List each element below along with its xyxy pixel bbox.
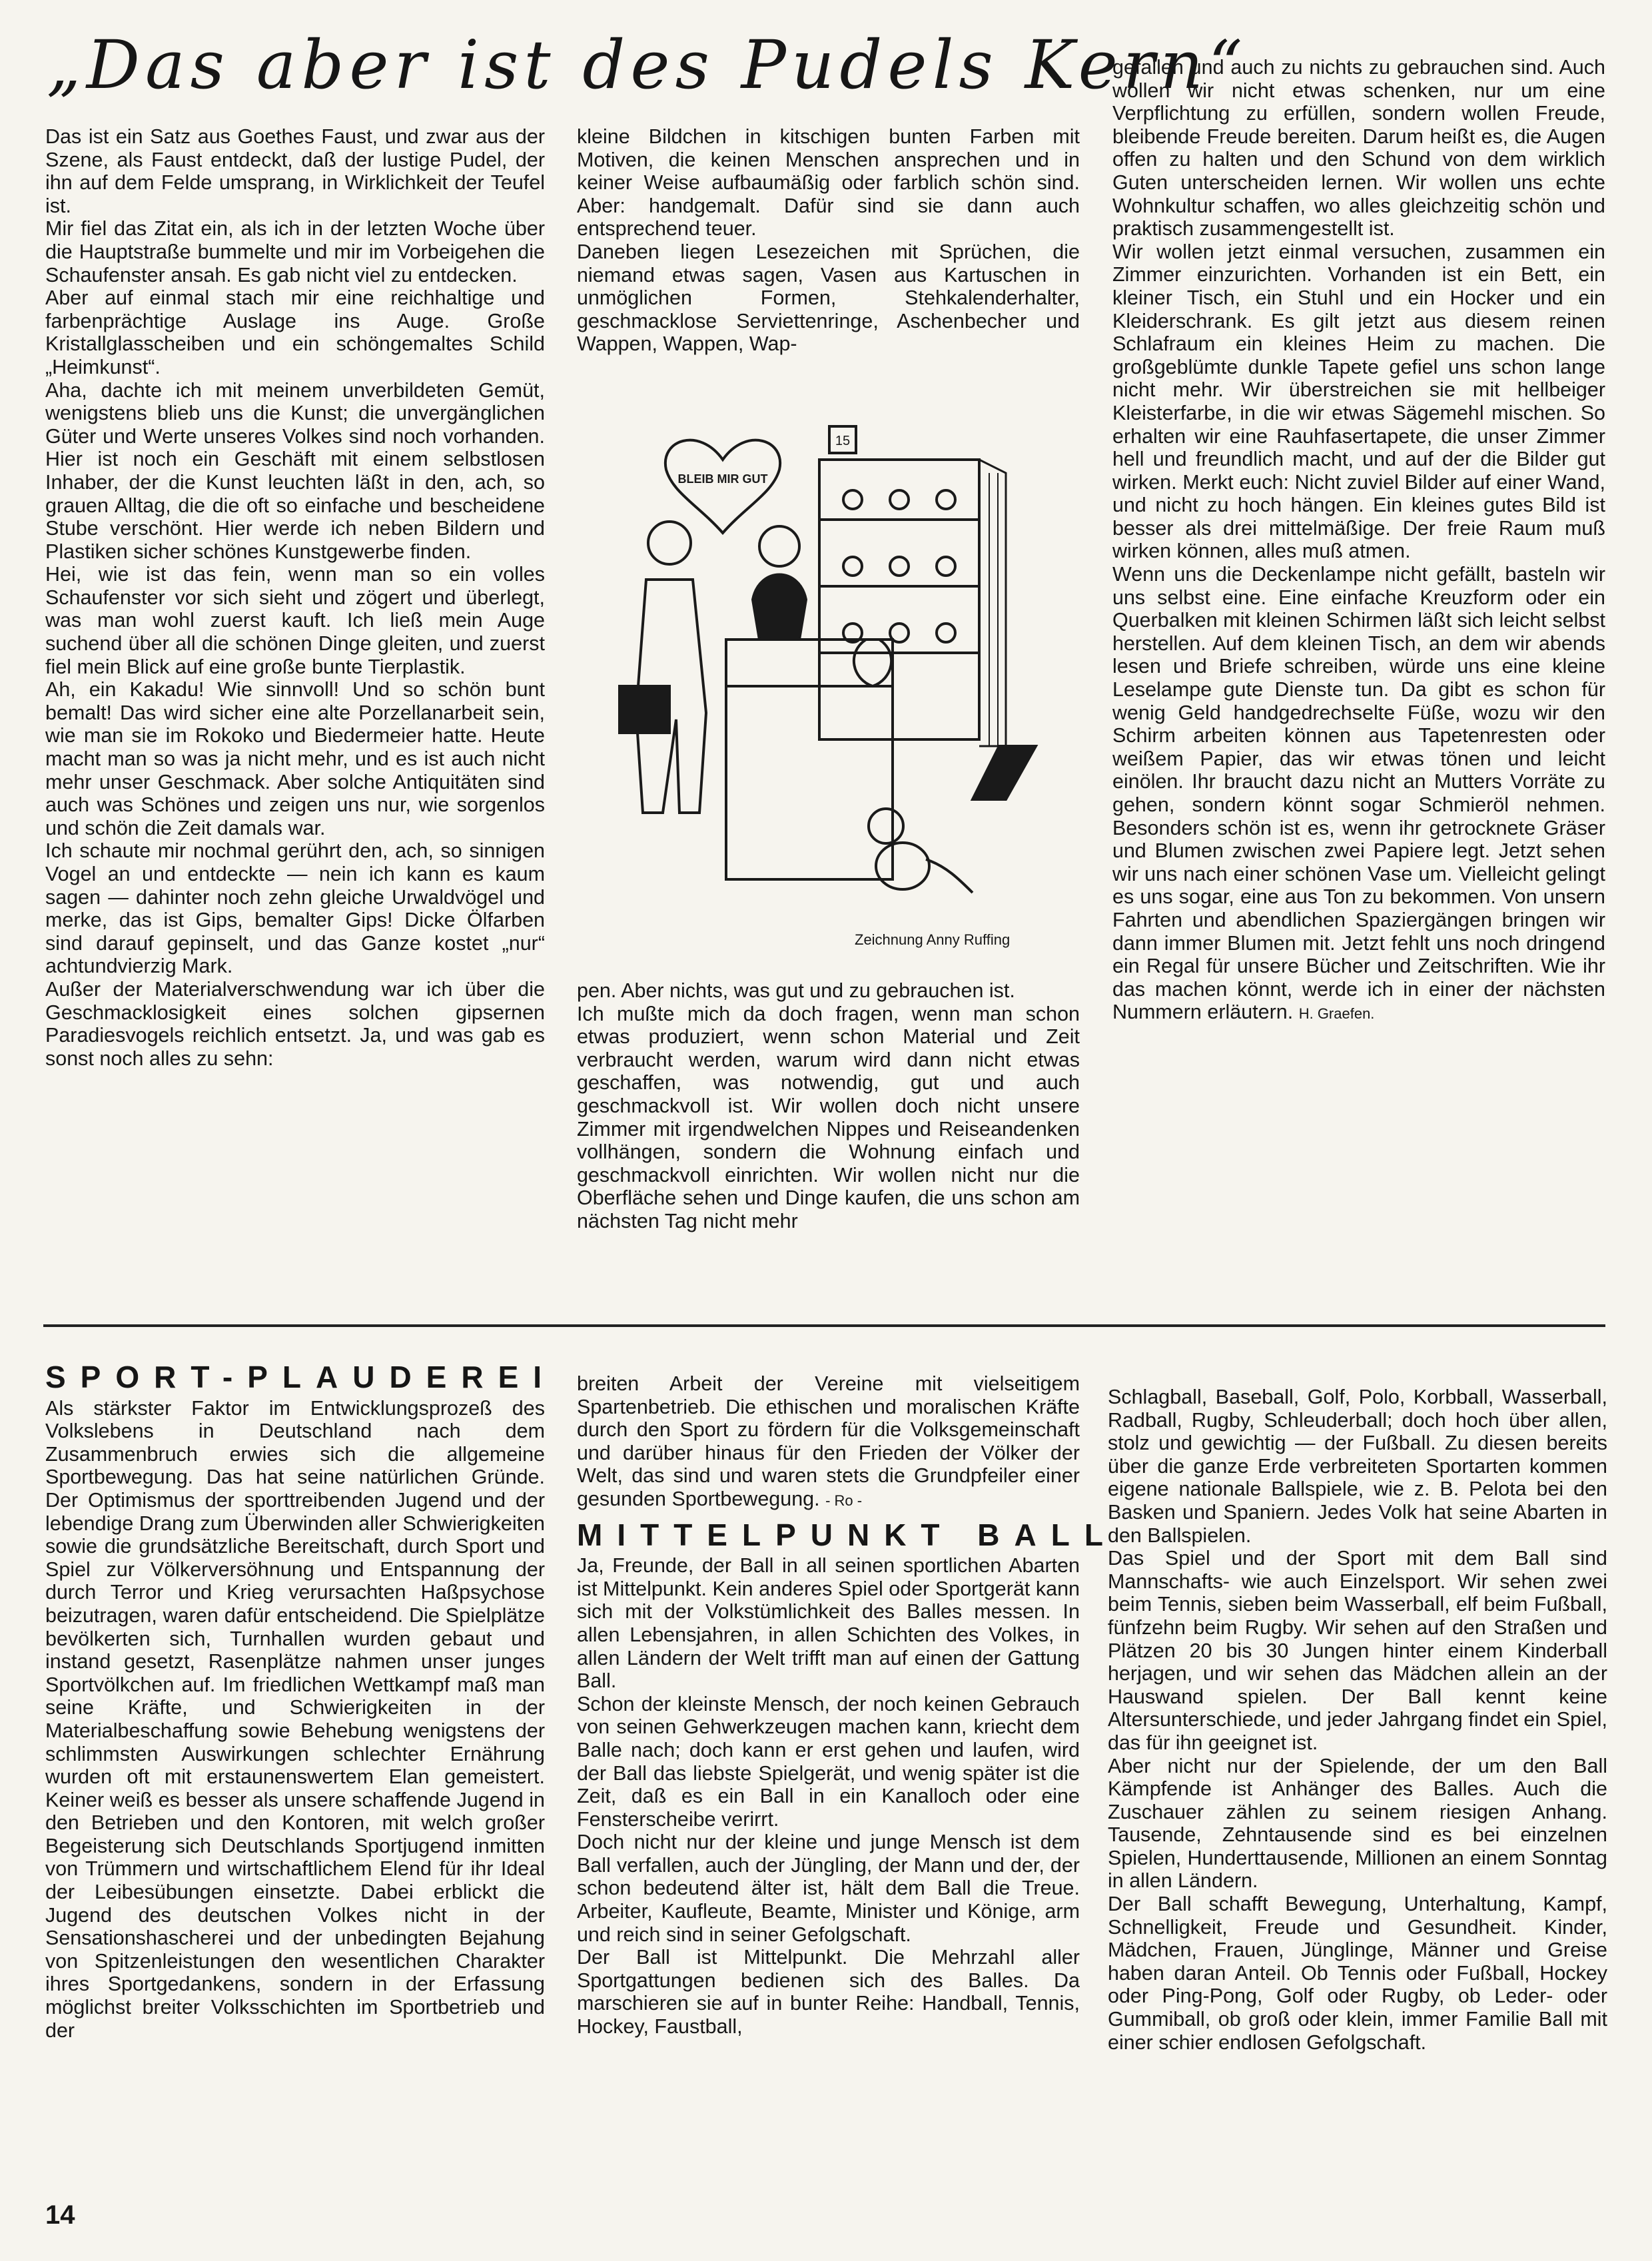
curtain — [979, 460, 1006, 746]
paragraph: Aber auf einmal stach mir eine reichhaltige und farbenprächtige Auslage ins Auge. Große Kristallglasscheiben und ein schöngemaltes Schild „Heimkunst“. — [45, 286, 545, 378]
vase — [854, 640, 891, 686]
customer-head — [648, 522, 691, 564]
paragraph: kleine Bildchen in kitschigen bunten Farben mit Motiven, die keinen Menschen ansprechen und in keiner Weise aufbaumäßig oder farblich schön sind. Aber: handgemalt. Dafür sind sie dann auch entsprechend teuer. — [577, 125, 1080, 240]
paragraph: Hei, wie ist das fein, wenn man so ein volles Schaufenster vor sich sieht und zögert und überlegt, was man wohl zuerst kauft. Ich ließ mein Auge suchend über all die schönen Dinge gleiten, und zuerst fiel mein Blick auf eine große bunte Tierplastik. — [45, 563, 545, 678]
heart-sign — [665, 440, 780, 533]
paragraph: Ich schaute mir nochmal gerührt den, ach, so sinnigen Vogel an und entdeckte — nein ich kann es kaum sagen — dahinter noch zehn gleiche Urwaldvögel und merke, das ist Gips, bemalter Gips! Dicke Ölfarben sind darauf gepinselt, und das Ganze kostet „nur“ achtundvierzig Mark. — [45, 839, 545, 978]
article1-column-2-top — [577, 125, 1080, 356]
paragraph: Der Ball schafft Bewegung, Unterhaltung, Kampf, Schnelligkeit, Freude und Gesundheit. Kinder, Mädchen, Frauen, Jünglinge, Männer und Greise haben daran Anteil. Ob Tennis oder Fußball, Hockey oder Ping-Pong, Golf oder Rugby, ob Leder- oder Gummiball, ob groß oder klein, immer Familie Ball mit einer schier endlosen Gefolgschaft. — [1108, 1893, 1607, 2054]
paragraph: Außer der Materialverschwendung war ich über die Geschmacklosigkeit eines solchen gipsernen Paradiesvogels reichlich entsetzt. Ja, und was gab es sonst noch alles zu sehn: — [45, 977, 545, 1070]
page-number: 14 — [45, 2200, 75, 2230]
heart-sign-text: BLEIB MIR GUT — [677, 472, 768, 486]
paragraph: Das Spiel und der Sport mit dem Ball sind Mannschafts- wie auch Einzelsport. Wir sehen zwei beim Tennis, sieben beim Wasserball, elf beim Fußball, fünfzehn beim Rugby. Wir sehen auf den Straßen und Plätzen 20 bis 30 Jungen hinter einem Kinderball herjagen, und wir sehen das Mädchen allein an der Hauswand spielen. Der Ball kennt keine Altersunterschiede, und jeder Jahrgang findet ein Spiel, das für ihn geeignet ist. — [1108, 1547, 1607, 1754]
paragraph: Aber nicht nur der Spielende, der um den Ball Kämpfende ist Anhänger des Balles. Auch die Zuschauer zählen zu seinem riesigen Anhang. Tausende, Zehntausende sind es bei einzelnen Spielen, Hunderttausende, Millionen an einem Sonntag in allen Ländern. — [1108, 1754, 1607, 1893]
article2-column-2 — [577, 1372, 1118, 2038]
poodle-head — [869, 809, 903, 843]
paragraph-text: breiten Arbeit der Vereine mit vielseitigem Spartenbetrieb. Die ethischen und moralischen Kräfte durch den Sport zu fördern für die Volksgemeinschaft und darüber hinaus für den Frieden der Völker der Welt, das sind und waren stets die Grundpfeiler einer gesunden Sportbewegung. — [577, 1372, 1080, 1510]
section-divider — [43, 1324, 1605, 1327]
paragraph: pen. Aber nichts, was gut und zu gebrauchen ist. — [577, 979, 1015, 1002]
shopkeeper-head — [759, 526, 799, 566]
paragraph: Das ist ein Satz aus Goethes Faust, und zwar aus der Szene, als Faust entdeckt, daß der lustige Pudel, der ihn auf dem Felde umsprang, in Wirklichkeit der Teufel ist. — [45, 125, 545, 217]
paragraph: Aha, dachte ich mit meinem unverbildeten Gemüt, wenigstens blieb uns die Kunst; die unvergänglichen Güter und Werte unseres Volkes sind noch vorhanden. Hier ist noch ein Geschäft mit einem selbstlosen Inhaber, der die Kunst leuchten läßt in den, ach, so grauen Alltag, die die oft so einfache und bescheidene Stube verschönt. Hier werde ich neben Bildern und Plastiken sicher schönes Kunstgewerbe finden. — [45, 378, 545, 563]
paragraph: Ja, Freunde, der Ball in all seinen sportlichen Abarten ist Mittelpunkt. Kein anderes Spiel oder Sportgerät kann sich mit der Volkstümlichkeit des Balles messen. In allen Lebensjahren, in allen Schichten des Volkes, in allen Ländern der Welt trifft man auf einen der Gattung Ball. — [577, 1554, 1080, 1693]
section-title-sport: SPORT-PLAUDEREI — [45, 1360, 557, 1394]
paragraph: Als stärkster Faktor im Entwicklungsprozeß des Volkslebens in Deutschland nach dem Zusammenbruch erwies sich die allgemeine Sportbewegung. Das hat seine natürlichen Gründe. Der Optimismus der sporttreibenden Jugend und der lebendige Drang zum Überwinden aller Schwierigkeiten sowie die grundsätzliche Bereitschaft, durch Sport und Spiel zur Völkerversöhnung und Entspannung der durch Terror und Krieg verursachten Haßpsychose beizutragen, waren dafür entscheidend. Die Spielplätze bevölkerten sich, Turnhallen wurden gebaut und instand gesetzt, Rasenplätze nahmen unser junges Sportvölkchen auf. Im friedlichen Wettkampf maß man seine Kräfte, und Schwierigkeiten in der Materialbeschaffung sowie Behebung wenigstens der schlimmsten Auswirkungen schlechter Ernährung wurden oft mit erstaunenswertem Elan gemeistert. Keiner weiß es besser als unsere schaffende Jugend in den Betrieben und den Kontoren, mit welch großer Begeisterung sich Deutschlands Sportjugend inmitten von Trümmern und wirtschaftlichem Elend für ihr Ideal der Leibesübungen einsetzte. Dabei erblickt die Jugend des deutschen Volkes nicht in der Sensationshascherei und der unbedingten Bejahung von Spitzenleistungen den wesentlichen Charakter ihres Sportgedankens, sondern in der Erfassung möglichst breiter Volksschichten im Sportbetrieb und der — [45, 1396, 545, 2042]
article-headline: „Das aber ist des Pudels Kern“ — [47, 26, 1248, 104]
paragraph: Wir wollen jetzt einmal versuchen, zusammen ein Zimmer einzurichten. Vorhanden ist ein Bett, ein kleiner Tisch, ein Stuhl und ein Hocker und ein Kleiderschrank. Es gilt jetzt aus diesem reinen Schlafraum ein kleines Heim zu machen. Die großgeblümte dunkle Tapete gefiel uns schon lange nicht mehr. Wir überstreichen sie mit hellbeiger Kleisterfarbe, in die wir etwas Sägemehl mischen. So erhalten wir eine Rauhfasertapete, die unser Zimmer hell und freundlich macht, und auf der die Bilder gut wirken. Merkt euch: Nicht zuviel Bilder auf einer Wand, und nicht zu hoch hängen. Ein kleines gutes Bild ist besser als drei mittelmäßige. Der freie Raum muß wirken können, alles muß atmen. — [1112, 240, 1605, 563]
paragraph: Der Ball ist Mittelpunkt. Die Mehrzahl aller Sportgattungen bedienen sich des Balles. Da marschieren sie auf in bunter Reihe: Handball, Tennis, Hockey, Faustball, — [577, 1946, 1080, 2038]
paragraph — [1112, 563, 1605, 1026]
shop-illustration — [600, 400, 1079, 919]
paragraph — [577, 1372, 1080, 1513]
illustration-credit: Zeichnung Anny Ruffing — [855, 931, 1011, 948]
paragraph: Ah, ein Kakadu! Wie sinnvoll! Und so schön bunt bemalt! Das wird sicher eine alte Porzellanarbeit sein, wie man sie im Rokoko und Biedermeier hatte. Heute macht man so was ja nicht mehr, und es ist auch nicht mehr unser Geschmack. Aber solche Antiquitäten sind auch was Schönes und zeigen uns nur, wie sorgenlos und schön die Zeit damals war. — [45, 678, 545, 839]
paragraph: Mir fiel das Zitat ein, als ich in der letzten Woche über die Hauptstraße bummelte und mir im Vorbeigehen die Schaufenster ansah. Es gab nicht viel zu entdecken. — [45, 217, 545, 286]
section-title-ball: MITTELPUNKT BALL — [577, 1517, 1118, 1552]
article1-column-2-bottom — [577, 979, 1080, 1233]
briefcase — [620, 686, 669, 733]
article1-column-3 — [1112, 56, 1605, 1026]
author-signature: - Ro - — [825, 1492, 863, 1509]
article3-column-3 — [1108, 1386, 1607, 2054]
paragraph: Daneben liegen Lesezeichen mit Sprüchen, die niemand etwas sagen, Vasen aus Kartuschen in unmöglichen Formen, Stehkalenderhalter, geschmacklose Serviettenringe, Aschenbecher und Wappen, Wappen, Wap- — [577, 240, 1080, 356]
paragraph: Schlagball, Baseball, Golf, Polo, Korbball, Wasserball, Radball, Rugby, Schleuderball; doch hoch über allen, stolz und gewichtig — der Fußball. Zu diesen bereits über die ganze Erde verbreiteten Sportarten kommen eigene nationale Ballspiele, wie z. B. Pelota bei den Basken und Spaniern. Jedes Volk hat seine Abarten in den Ballspielen. — [1108, 1386, 1607, 1547]
paragraph: Ich mußte mich da doch fragen, wenn man schon etwas produziert, wenn schon Material und Zeit verbraucht werden, warum wird dann nicht etwas geschaffen, was notwendig, gut und auch geschmackvoll ist. Wir wollen doch nicht unsere Zimmer mit irgendwelchen Nippes und Reiseandenken vollhängen, sondern die Wohnung einfach und geschmackvoll einrichten. Wir wollen nicht nur die Oberfläche sehen und Dinge kaufen, die uns schon am nächsten Tag nicht mehr — [577, 1002, 1080, 1232]
article2-column-1 — [45, 1360, 557, 2042]
article1-column-1 — [45, 125, 545, 1070]
paragraph: Schon der kleinste Mensch, der noch keinen Gebrauch von seinen Gehwerkzeugen machen kann, kriecht dem Balle nach; doch kann er erst gehen und laufen, wird der Ball das liebste Spielgerät, und wenig später ist die Zeit, daß es ein Ball in ein Kanalloch oder eine Fensterscheibe verirrt. — [577, 1692, 1080, 1831]
paragraph: Doch nicht nur der kleine und junge Mensch ist dem Ball verfallen, auch der Jüngling, der Mann und der, der schon bedeutend älter ist, hält dem Ball die Treue. Arbeiter, Kaufleute, Beamte, Minister und Könige, arm und reich sind in seiner Gefolgschaft. — [577, 1831, 1080, 1946]
price-tag-text: 15 — [835, 434, 851, 448]
author-signature: H. Graefen. — [1298, 1005, 1375, 1023]
paragraph-text: Wenn uns die Deckenlampe nicht gefällt, basteln wir uns selbst eine. Eine einfache Kreuzform oder ein Querbalken mit kleinen Schirmen läßt sich leicht selbst herstellen. Auf dem kleinen Tisch, an dem wir abends lesen und Briefe schreiben, würde uns eine kleine Leselampe gute Dienste tun. Da gibt es schon für wenig Geld handgedrechselte Füße, wozu wir den Schirm arbeiten können aus Tapetenresten oder weißem Papier, das wir etwas tönen und leicht einölen. Ihr braucht dazu nicht an Mutters Vorräte zu gehen, sondern könnt sogar Schmieröl nehmen. Besonders schön ist es, wenn ihr getrocknete Gräser und Blumen zwischen zwei Papiere legt. Jetzt sehen wir uns nach einer schönen Vase um. Vielleicht gelingt es uns sogar, eine aus Ton zu bekommen. Von unsern Fahrten und abendlichen Spaziergängen bringen wir dann immer Blumen mit. Jetzt fehlt uns noch dringend ein Regal für unsere Bücher und Zeitschriften. Wie ihr das machen könnt, werde ich in einer der nächsten Nummern erläutern. — [1112, 563, 1605, 1024]
paragraph: gefallen und auch zu nichts zu gebrauchen sind. Auch wollen wir nicht etwas schenken, nur um eine Verpflichtung zu erfüllen, sondern wollen Freude, bleibende Freude bereiten. Darum heißt es, die Augen offen zu halten und den Schund von dem wirklich Guten unterscheiden lernen. Wir wollen uns echte Wohnkultur schaffen, wo alles gleichzeitig schön und praktisch zusammengestellt ist. — [1112, 56, 1605, 240]
shop-counter — [726, 640, 893, 879]
